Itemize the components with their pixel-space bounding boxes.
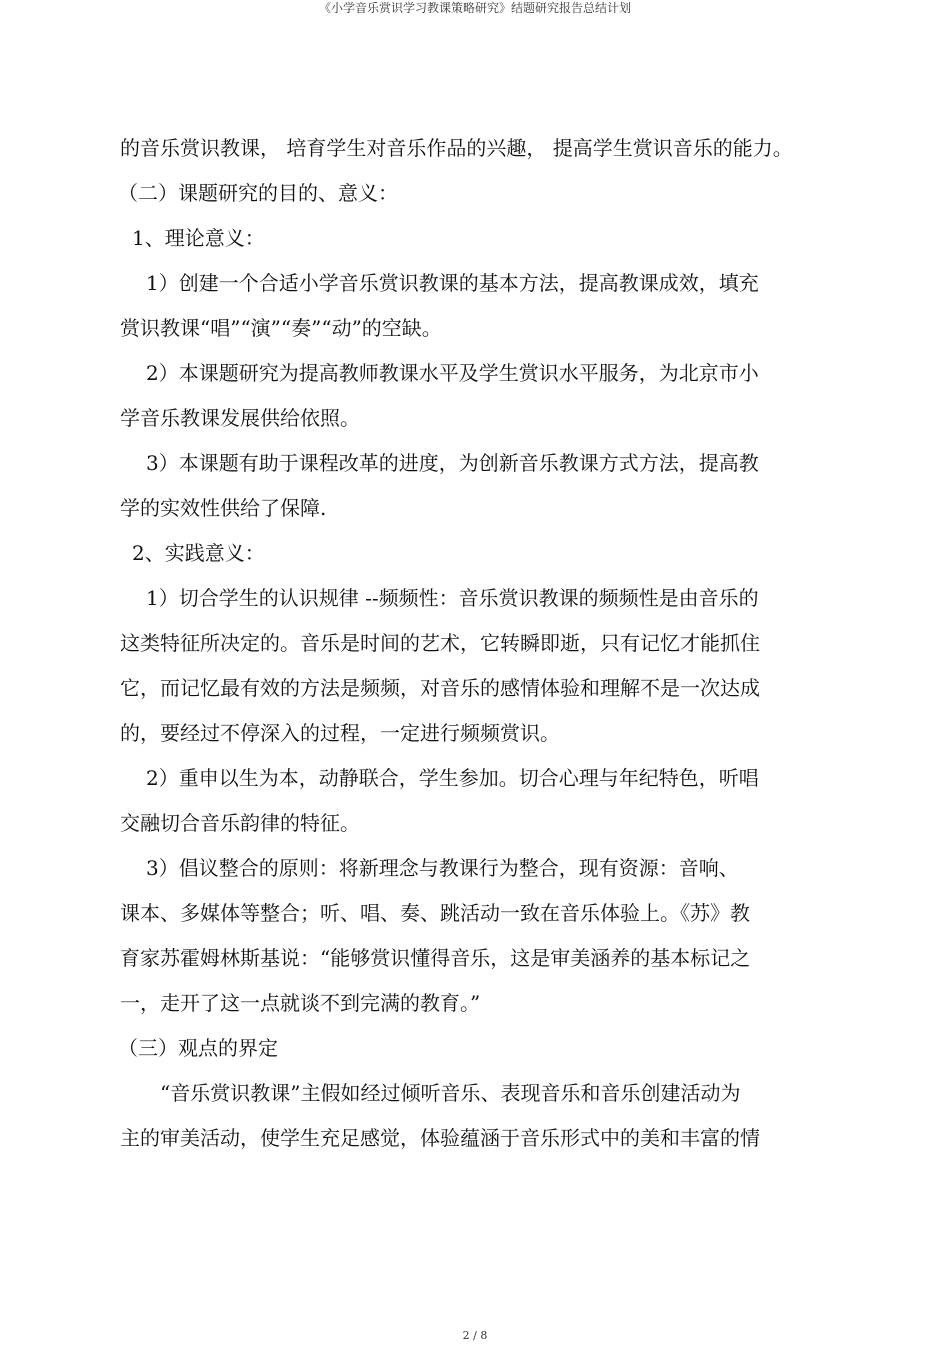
paragraph-line: 3）本课题有助于课程改革的进度，为创新音乐教课方式方法，提高教 — [146, 451, 759, 475]
paragraph-line: 课本、多媒体等整合；听、唱、奏、跳活动一致在音乐体验上。《苏》教 — [120, 901, 750, 925]
paragraph-line: 1）创建一个合适小学音乐赏识教课的基本方法，提高教课成效，填充 — [146, 271, 759, 295]
section-heading: （三）观点的界定 — [118, 1036, 278, 1060]
page-header: 《小学音乐赏识学习教课策略研究》结题研究报告总结计划 — [318, 1, 631, 15]
paragraph-line: 学音乐教课发展供给依照。 — [120, 406, 360, 430]
paragraph-line: 赏识教课“唱”“演”“奏”“动”的空缺。 — [120, 316, 442, 340]
paragraph-line: “音乐赏识教课”主假如经过倾听音乐、表现音乐和音乐创建活动为 — [160, 1081, 741, 1105]
paragraph-line: 这类特征所决定的。音乐是时间的艺术，它转瞬即逝，只有记忆才能抓住 — [120, 631, 760, 655]
paragraph-line: 2）重申以生为本，动静联合，学生参加。切合心理与年纪特色，听唱 — [146, 766, 759, 790]
paragraph-line: 一，走开了这一点就谈不到完满的教育。” — [120, 991, 481, 1015]
paragraph-line: 学的实效性供给了保障. — [120, 496, 327, 520]
subsection-heading: 1、理论意义： — [132, 226, 265, 250]
paragraph-line: 它，而记忆最有效的方法是频频，对音乐的感情体验和理解不是一次达成 — [120, 676, 760, 700]
paragraph-line: 1）切合学生的认识规律 --频频性：音乐赏识教课的频频性是由音乐的 — [146, 586, 759, 610]
paragraph-line: 育家苏霍姆林斯基说：“能够赏识懂得音乐，这是审美涵养的基本标记之 — [120, 946, 751, 970]
paragraph-line: 3）倡议整合的原则：将新理念与教课行为整合，现有资源：音响、 — [146, 856, 739, 880]
paragraph-line: 主的审美活动，使学生充足感觉，体验蕴涵于音乐形式中的美和丰富的情 — [120, 1126, 760, 1150]
paragraph-line: 2）本课题研究为提高教师教课水平及学生赏识水平服务，为北京市小 — [146, 361, 759, 385]
page-number: 2 / 8 — [462, 1329, 488, 1342]
paragraph-line: 的，要经过不停深入的过程，一定进行频频赏识。 — [120, 721, 560, 745]
paragraph-line: 的音乐赏识教课， 培育学生对音乐作品的兴趣， 提高学生赏识音乐的能力。 — [120, 136, 793, 160]
paragraph-line: 交融切合音乐韵律的特征。 — [120, 811, 360, 835]
section-heading: （二）课题研究的目的、意义： — [118, 181, 398, 205]
subsection-heading: 2、实践意义： — [132, 541, 265, 565]
